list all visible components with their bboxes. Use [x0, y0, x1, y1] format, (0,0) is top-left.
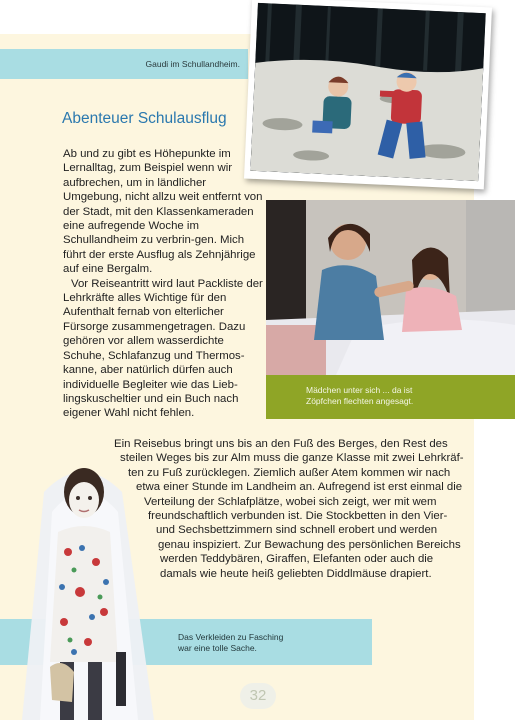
costume-girl-photo — [22, 452, 172, 720]
paragraph-3-line: genau inspiziert. Zur Bewachung des persönlichen Bereichs — [158, 538, 461, 551]
caption-costume-line-2: war eine tolle Sache. — [178, 643, 257, 653]
snow-photo-frame — [244, 0, 492, 189]
caption-braiding-line-1: Mädchen unter sich ... da ist — [306, 385, 413, 395]
article-column — [63, 147, 263, 421]
snow-photo — [250, 3, 485, 181]
paragraph-3-line: freundschaftlich verbunden ist. Die Stockbetten in den Vier- — [148, 510, 448, 523]
paragraph-3-line: Ein Reisebus bringt uns bis an den Fuß des Berges, den Rest des — [114, 438, 448, 450]
paragraph-1: Ab und zu gibt es Höhepunkte im Lernalltag, zum Beispiel wenn wir aufbrechen, um in ländlicher Umgebung, nicht allzu weit entfernt von der Stadt, mit den Klassenkameraden eine aufregende Woche im Schullandheim zu verbrin-gen. Mich führt der erste Ausflug als Zehnjährige auf eine Bergalm. — [63, 148, 263, 276]
braiding-photo — [266, 200, 515, 375]
paragraph-3-line: etwa einer Stunde im Landheim an. Aufregend ist erst einmal die — [136, 481, 463, 494]
caption-braiding-line-2: Zöpfchen flechten angesagt. — [306, 396, 414, 406]
paragraph-3-line: werden Teddybären, Giraffen, Elefanten oder auch die — [160, 553, 434, 566]
page-number: 32 — [240, 683, 276, 709]
paragraph-3-line: damals wie heute heiß geliebten Diddlmäuse drapiert. — [160, 567, 432, 580]
caption-costume-line-1: Das Verkleiden zu Fasching — [178, 632, 284, 642]
caption-snow-photo — [0, 49, 248, 79]
paragraph-2: Vor Reiseantritt wird laut Packliste der Lehrkräfte alles Wichtige für den Aufenthalt fernab von elterlicher Fürsorge zusammengetragen. Dazu gehören vor allem wasserdichte Schuhe, Schlafanzug und Thermos-kanne, aber natürlich dürfen auch individuelle Begleiter wie das Lieb-lingskuscheltier und ein Buch nach eigener Wahl nicht fehlen. — [63, 277, 263, 420]
caption-snow-text: Gaudi im Schullandheim. — [145, 59, 240, 69]
paragraph-3-line: steilen Weges bis zur Alm muss die ganze Klasse mit zwei Lehrkräf- — [120, 452, 464, 465]
paragraph-3-line: und Sechsbettzimmern sind schnell erobert und werden — [156, 524, 438, 537]
article-title: Abenteuer Schulausflug — [62, 110, 227, 127]
paragraph-3-line: ten zu Fuß zurücklegen. Ziemlich außer Atem kommen wir nach — [128, 466, 451, 479]
paragraph-3-line: Verteilung der Schlafplätze, wobei sich zeigt, wer mit wem — [144, 495, 437, 508]
caption-braiding-photo — [266, 375, 515, 419]
